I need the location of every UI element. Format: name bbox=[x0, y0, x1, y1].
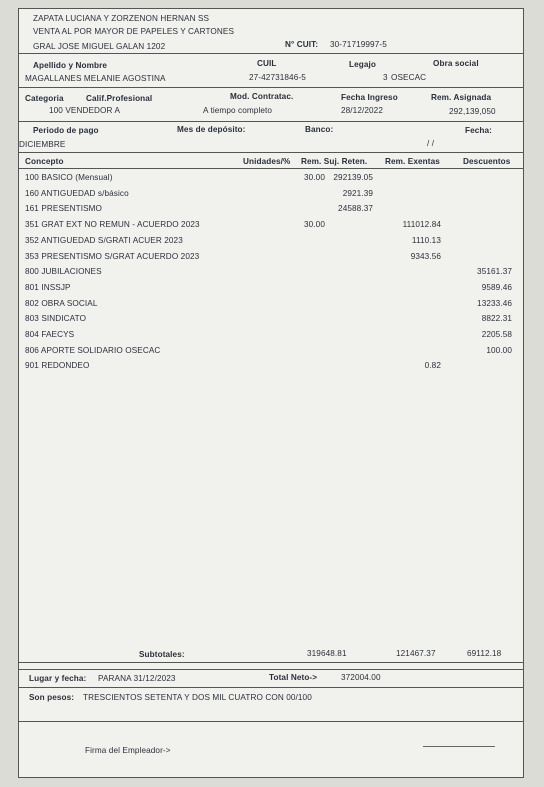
col-rem-exentas-header: Rem. Exentas bbox=[385, 157, 440, 166]
total-neto-value: 372004.00 bbox=[341, 673, 381, 682]
lugar-value: PARANA 31/12/2023 bbox=[98, 674, 176, 683]
mod-contrat-label: Mod. Contratac. bbox=[230, 92, 294, 101]
cell-rem-exentas: 111012.84 bbox=[402, 220, 441, 229]
subtotal-rem-suj: 319648.81 bbox=[307, 649, 347, 658]
cell-descuentos: 35161.37 bbox=[477, 267, 512, 276]
son-pesos-label: Son pesos: bbox=[29, 693, 75, 702]
cell-rem-suj: 2921.39 bbox=[342, 189, 373, 198]
cell-concepto: 161 PRESENTISMO bbox=[25, 204, 103, 213]
fecha-value: / / bbox=[427, 139, 435, 148]
cell-descuentos: 2205.58 bbox=[481, 330, 512, 339]
banco-label: Banco: bbox=[305, 125, 334, 134]
cell-concepto: 352 ANTIGUEDAD S/GRATI ACUER 2023 bbox=[25, 236, 183, 245]
cell-concepto: 353 PRESENTISMO S/GRAT ACUERDO 2023 bbox=[25, 252, 200, 261]
calif-label: Calif.Profesional bbox=[86, 94, 153, 103]
obra-social-label: Obra social bbox=[433, 59, 479, 68]
rem-asignada-label: Rem. Asignada bbox=[431, 93, 492, 102]
fecha-ingreso-label: Fecha Ingreso bbox=[341, 93, 398, 102]
cell-concepto: 803 SINDICATO bbox=[25, 314, 87, 323]
total-neto-label: Total Neto-> bbox=[269, 673, 318, 682]
periodo-value: DICIEMBRE bbox=[19, 140, 66, 149]
legajo-value: 3 bbox=[383, 73, 388, 82]
company-address: GRAL JOSE MIGUEL GALAN 1202 bbox=[33, 42, 166, 51]
company-name: ZAPATA LUCIANA Y ZORZENON HERNAN SS bbox=[33, 14, 210, 23]
col-rem-suj-header: Rem. Suj. Reten. bbox=[301, 157, 368, 166]
employee-name: MAGALLANES MELANIE AGOSTINA bbox=[25, 74, 166, 83]
periodo-label: Periodo de pago bbox=[33, 126, 99, 135]
cell-concepto: 901 REDONDEO bbox=[25, 361, 90, 370]
subtotales-label: Subtotales: bbox=[139, 650, 185, 659]
cell-concepto: 351 GRAT EXT NO REMUN - ACUERDO 2023 bbox=[25, 220, 200, 229]
deposito-label: Mes de depósito: bbox=[177, 125, 246, 134]
cell-rem-suj: 292139.05 bbox=[333, 173, 373, 182]
mod-contrat-value: A tiempo completo bbox=[203, 106, 273, 115]
categoria-value: 100 VENDEDOR A bbox=[49, 106, 121, 115]
subtotal-descuentos: 69112.18 bbox=[467, 649, 502, 658]
cell-concepto: 160 ANTIGUEDAD s/básico bbox=[25, 189, 129, 198]
cell-descuentos: 8822.31 bbox=[481, 314, 512, 323]
firma-empleador-label: Firma del Empleador-> bbox=[85, 746, 171, 755]
obra-social-value: OSECAC bbox=[391, 73, 427, 82]
payslip-sheet bbox=[18, 8, 524, 778]
cell-rem-suj: 24588.37 bbox=[338, 204, 373, 213]
cell-rem-exentas: 0.82 bbox=[424, 361, 441, 370]
col-unidades-header: Unidades/% bbox=[243, 157, 291, 166]
cell-descuentos: 100.00 bbox=[486, 346, 512, 355]
cell-concepto: 802 OBRA SOCIAL bbox=[25, 299, 98, 308]
cell-concepto: 801 INSSJP bbox=[25, 283, 71, 292]
signature-line bbox=[423, 746, 495, 747]
son-pesos-value: TRESCIENTOS SETENTA Y DOS MIL CUATRO CON 00/100 bbox=[83, 693, 312, 702]
cell-rem-exentas: 9343.56 bbox=[410, 252, 441, 261]
subtotal-rem-exentas: 121467.37 bbox=[396, 649, 436, 658]
fecha-ingreso-value: 28/12/2022 bbox=[341, 106, 383, 115]
cell-concepto: 100 BASICO (Mensual) bbox=[25, 173, 113, 182]
fecha-label: Fecha: bbox=[465, 126, 492, 135]
col-descuentos-header: Descuentos bbox=[463, 157, 511, 166]
cell-concepto: 806 APORTE SOLIDARIO OSECAC bbox=[25, 346, 161, 355]
cuit-label: N° CUIT: bbox=[285, 40, 319, 49]
cuil-label: CUIL bbox=[257, 59, 277, 68]
col-concepto-header: Concepto bbox=[25, 157, 64, 166]
name-label: Apellido y Nombre bbox=[33, 61, 108, 70]
cell-unidades: 30.00 bbox=[304, 220, 325, 229]
rem-asignada-value: 292,139,050 bbox=[449, 107, 496, 116]
cell-rem-exentas: 1110.13 bbox=[411, 236, 441, 245]
categoria-label: Categoria bbox=[25, 94, 64, 103]
cell-unidades: 30.00 bbox=[304, 173, 325, 182]
cell-concepto: 800 JUBILACIONES bbox=[25, 267, 102, 276]
cell-descuentos: 13233.46 bbox=[477, 299, 512, 308]
company-activity: VENTA AL POR MAYOR DE PAPELES Y CARTONES bbox=[33, 27, 235, 36]
lugar-label: Lugar y fecha: bbox=[29, 674, 87, 683]
cuil-value: 27-42731846-5 bbox=[249, 73, 306, 82]
cuit-value: 30-71719997-5 bbox=[330, 40, 387, 49]
cell-concepto: 804 FAECYS bbox=[25, 330, 75, 339]
legajo-label: Legajo bbox=[349, 60, 376, 69]
cell-descuentos: 9589.46 bbox=[481, 283, 512, 292]
